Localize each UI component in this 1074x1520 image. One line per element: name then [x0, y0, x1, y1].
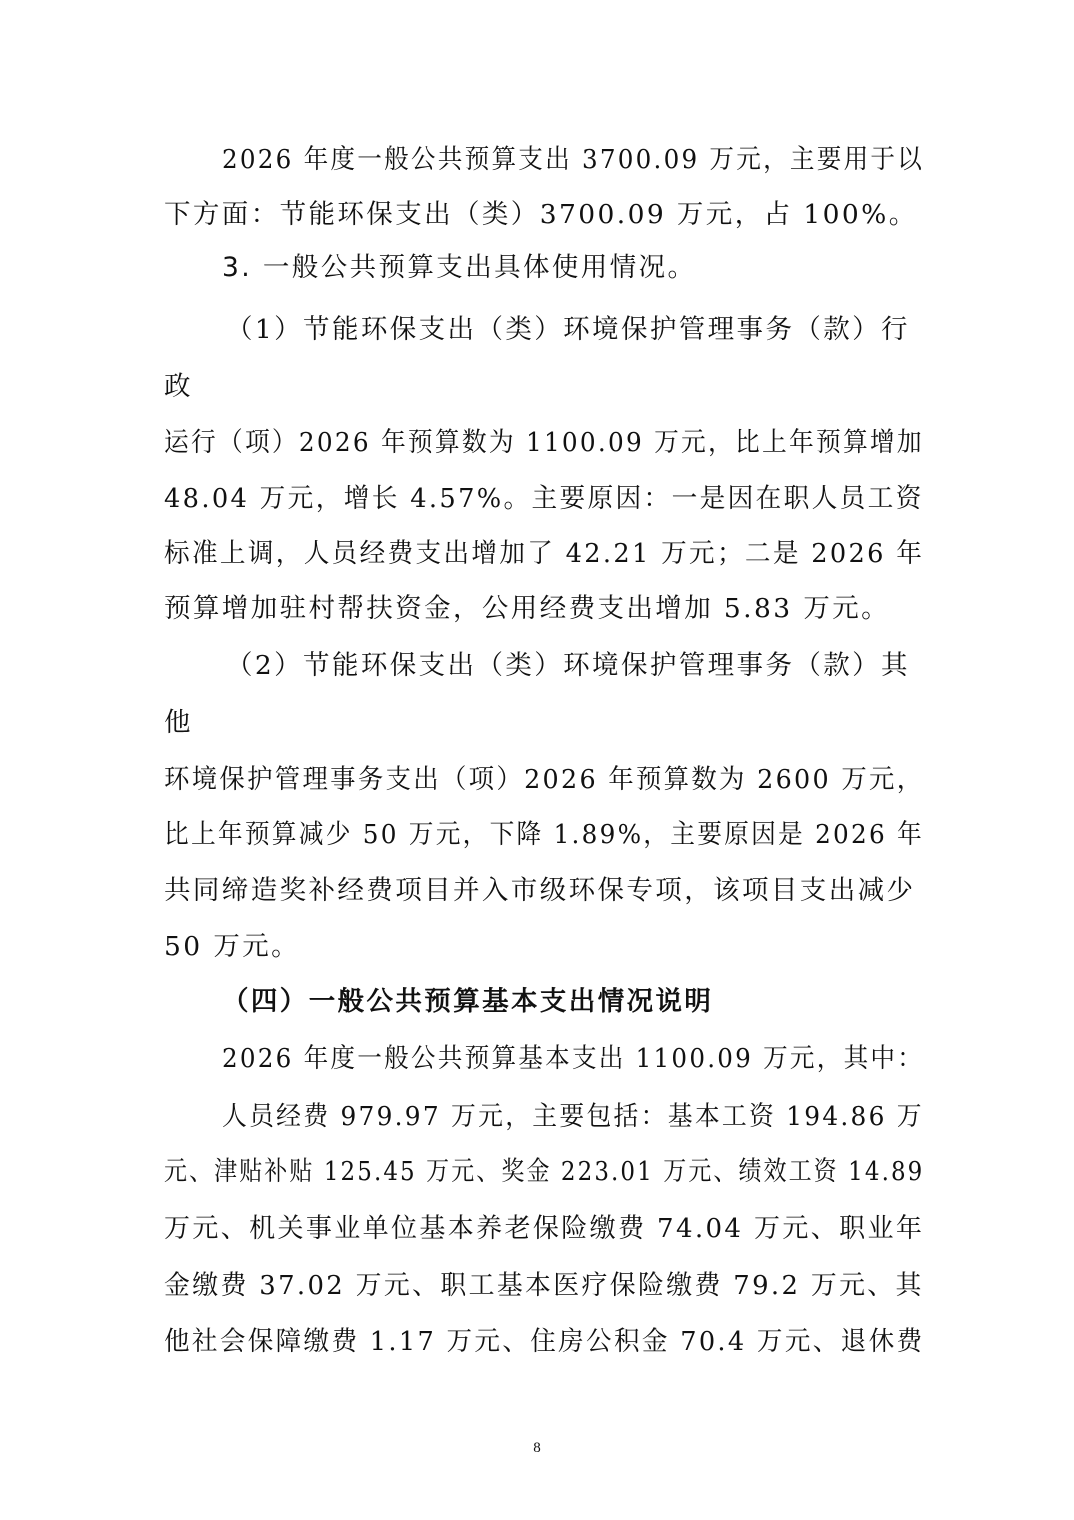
text-line: 元、津贴补贴 125.45 万元、奖金 223.01 万元、绩效工资 14.89	[164, 1156, 925, 1187]
text-line: 2026 年度一般公共预算基本支出 1100.09 万元，其中：	[222, 1043, 925, 1074]
text-line: 下方面：节能环保支出（类）3700.09 万元，占 100%。	[164, 199, 918, 230]
section-subheading: 3. 一般公共预算支出具体使用情况。	[222, 252, 697, 283]
text-line: （1）节能环保支出（类）环境保护管理事务（款）行	[226, 314, 910, 345]
text-line: 他社会保障缴费 1.17 万元、住房公积金 70.4 万元、退休费	[164, 1326, 925, 1357]
text-line: 48.04 万元，增长 4.57%。主要原因：一是因在职人员工资	[164, 483, 924, 514]
text-line: 运行（项）2026 年预算数为 1100.09 万元，比上年预算增加	[164, 427, 924, 458]
page-number: 8	[533, 1440, 541, 1456]
text-line: 标准上调，人员经费支出增加了 42.21 万元；二是 2026 年	[164, 538, 925, 569]
text-line: 万元、机关事业单位基本养老保险缴费 74.04 万元、职业年	[164, 1213, 925, 1244]
text-line: 共同缔造奖补经费项目并入市级环保专项，该项目支出减少	[164, 875, 916, 906]
text-line: 政	[164, 371, 193, 402]
text-line: 50 万元。	[164, 931, 301, 962]
text-line: （2）节能环保支出（类）环境保护管理事务（款）其	[226, 650, 910, 681]
section-heading: （四）一般公共预算基本支出情况说明	[222, 986, 714, 1017]
text-line: 环境保护管理事务支出（项）2026 年预算数为 2600 万元，	[164, 764, 925, 795]
text-line: 金缴费 37.02 万元、职工基本医疗保险缴费 79.2 万元、其	[164, 1270, 924, 1301]
text-line: 2026 年度一般公共预算支出 3700.09 万元，主要用于以	[222, 144, 925, 175]
text-line: 预算增加驻村帮扶资金，公用经费支出增加 5.83 万元。	[164, 593, 891, 624]
text-line: 人员经费 979.97 万元，主要包括：基本工资 194.86 万	[222, 1101, 924, 1132]
text-line: 比上年预算减少 50 万元，下降 1.89%，主要原因是 2026 年	[164, 819, 924, 850]
text-line: 他	[164, 707, 193, 738]
